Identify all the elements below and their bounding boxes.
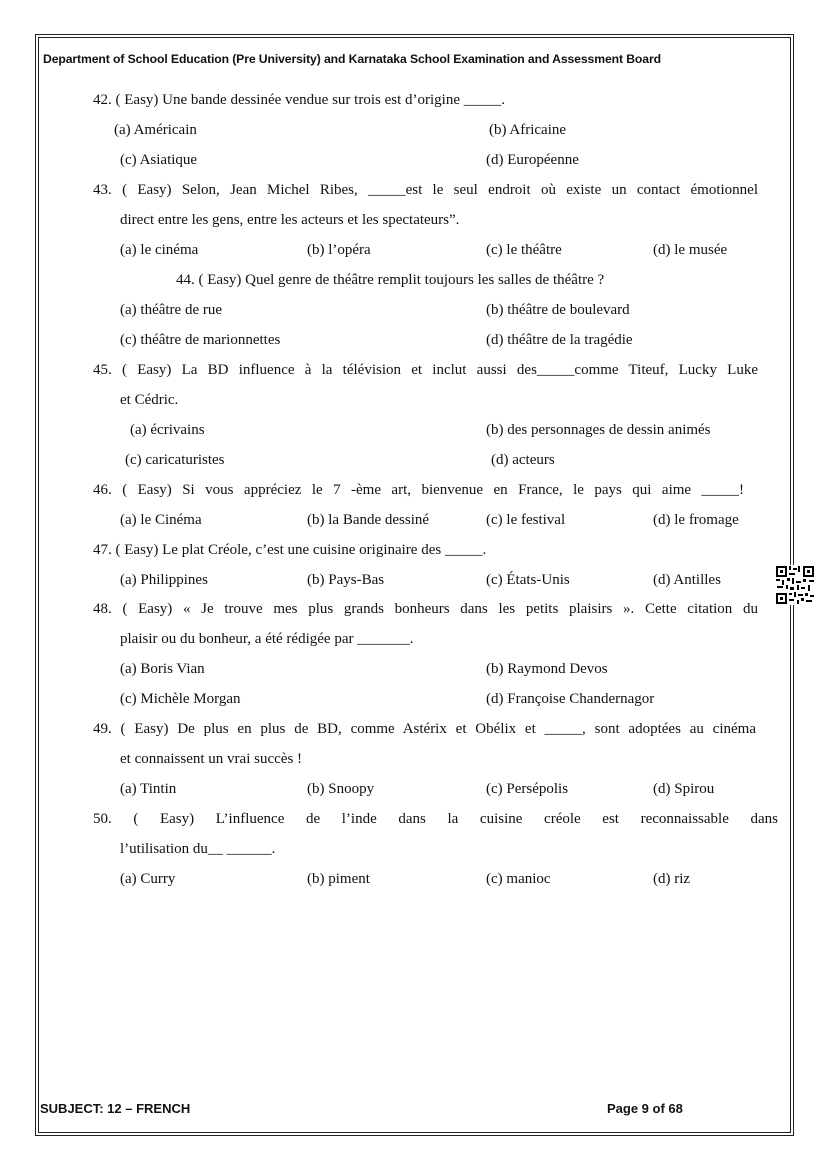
question-45-stem-line2: et Cédric. (120, 392, 179, 408)
question-49-option-a: (a) Tintin (120, 781, 177, 797)
question-47-option-a: (a) Philippines (120, 572, 208, 588)
question-46-option-a: (a) le Cinéma (120, 512, 202, 528)
question-50-option-b: (b) piment (307, 871, 370, 887)
question-44-stem: 44. ( Easy) Quel genre de théâtre remplit toujours les salles de théâtre ? (176, 272, 605, 288)
question-42-option-b: (b) Africaine (489, 122, 567, 138)
question-43-option-a: (a) le cinéma (120, 242, 199, 258)
question-43-stem-line2: direct entre les gens, entre les acteurs et les spectateurs”. (120, 212, 460, 228)
question-48-option-c: (c) Michèle Morgan (120, 691, 241, 707)
question-44-option-b: (b) théâtre de boulevard (486, 302, 630, 318)
question-45-option-b: (b) des personnages de dessin animés (486, 422, 711, 438)
question-48-option-a: (a) Boris Vian (120, 661, 205, 677)
question-46-option-b: (b) la Bande dessiné (307, 512, 430, 528)
question-44-option-a: (a) théâtre de rue (120, 302, 223, 318)
question-50-option-a: (a) Curry (120, 871, 176, 887)
question-45-option-c: (c) caricaturistes (125, 452, 225, 468)
page-number: Page 9 of 68 (607, 1101, 683, 1116)
question-49-option-c: (c) Persépolis (486, 781, 569, 797)
question-46-stem: 46. ( Easy) Si vous appréciez le 7 -ème art, bienvenue en France, le pays qui aime _____! (93, 482, 744, 498)
question-48-option-d: (d) Françoise Chandernagor (486, 691, 655, 707)
question-42-option-d: (d) Européenne (486, 152, 579, 168)
question-42-option-a: (a) Américain (114, 122, 197, 138)
board-header: Department of School Education (Pre University) and Karnataka School Examination and Assessment Board (43, 52, 661, 66)
question-48-stem-line1: 48. ( Easy) « Je trouve mes plus grands bonheurs dans les petits plaisirs ». Cette citation du (93, 601, 758, 617)
question-50-option-c: (c) manioc (486, 871, 551, 887)
question-49-option-d: (d) Spirou (653, 781, 715, 797)
question-48-stem-line2: plaisir ou du bonheur, a été rédigée par _______. (120, 631, 414, 647)
question-47-option-d: (d) Antilles (653, 572, 721, 588)
qr-code (775, 565, 815, 605)
question-43-option-c: (c) le théâtre (486, 242, 562, 258)
question-42-option-c: (c) Asiatique (120, 152, 198, 168)
question-45-stem-line1: 45. ( Easy) La BD influence à la télévision et inclut aussi des_____comme Titeuf, Lucky Luke (93, 362, 758, 378)
question-43-option-b: (b) l’opéra (307, 242, 371, 258)
question-45-option-a: (a) écrivains (130, 422, 205, 438)
question-43-stem-line1: 43. ( Easy) Selon, Jean Michel Ribes, _____est le seul endroit où existe un contact émotionnel (93, 182, 758, 198)
question-50-stem-line2: l’utilisation du__ ______. (120, 841, 276, 857)
question-47-stem: 47. ( Easy) Le plat Créole, c’est une cuisine originaire des _____. (93, 542, 487, 558)
question-44-option-d: (d) théâtre de la tragédie (486, 332, 633, 348)
question-50-option-d: (d) riz (653, 871, 691, 887)
question-49-stem-line2: et connaissent un vrai succès ! (120, 751, 303, 767)
question-48-option-b: (b) Raymond Devos (486, 661, 608, 677)
question-47-option-b: (b) Pays-Bas (307, 572, 385, 588)
question-49-stem-line1: 49. ( Easy) De plus en plus de BD, comme Astérix et Obélix et _____, sont adoptées au cinéma (93, 721, 756, 737)
question-43-option-d: (d) le musée (653, 242, 728, 258)
subject-label: SUBJECT: 12 – FRENCH (40, 1101, 191, 1116)
question-44-option-c: (c) théâtre de marionnettes (120, 332, 281, 348)
question-49-option-b: (b) Snoopy (307, 781, 375, 797)
question-45-option-d: (d) acteurs (491, 452, 555, 468)
question-46-option-c: (c) le festival (486, 512, 566, 528)
question-42-stem: 42. ( Easy) Une bande dessinée vendue sur trois est d’origine _____. (93, 92, 505, 108)
question-50-stem-line1: 50. ( Easy) L’influence de l’inde dans la cuisine créole est reconnaissable dans (93, 811, 778, 827)
question-47-option-c: (c) États-Unis (486, 572, 570, 588)
question-46-option-d: (d) le fromage (653, 512, 739, 528)
